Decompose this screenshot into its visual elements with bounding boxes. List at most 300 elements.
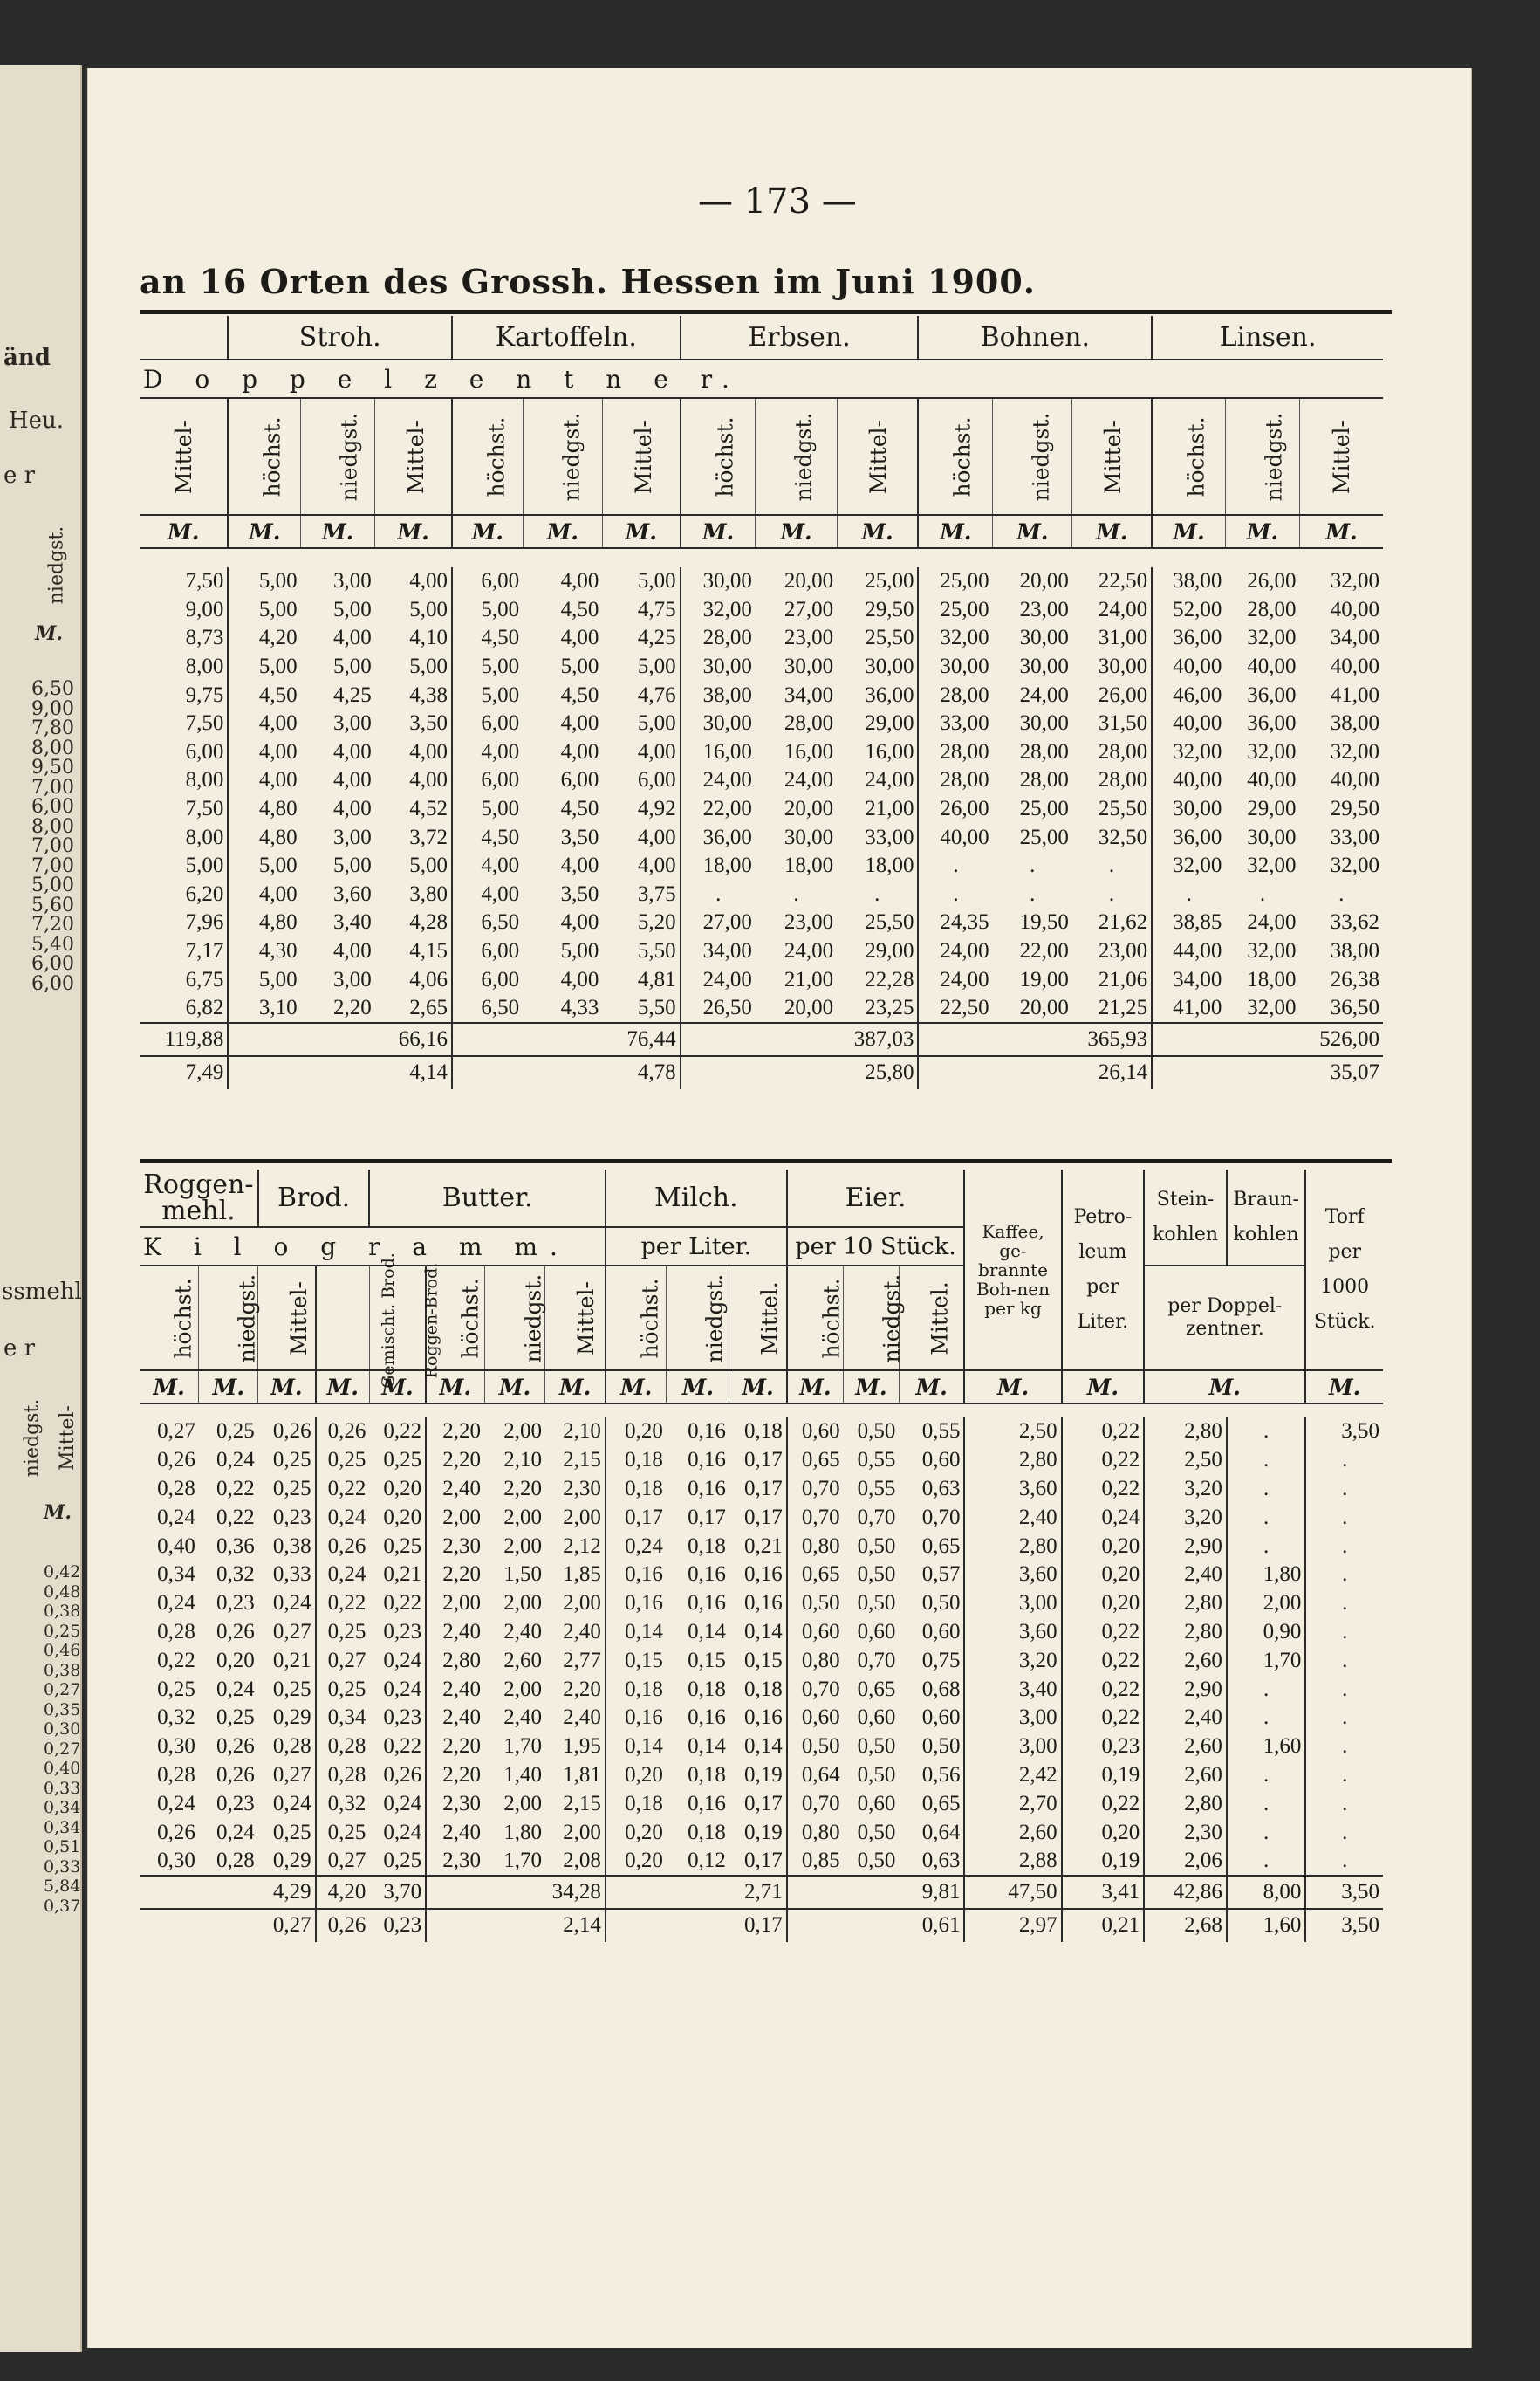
cell: . [1342,1791,1348,1815]
cell: 0,20 [216,1648,255,1672]
cell: 3,00 [333,569,372,594]
cell: 5,00 [560,655,599,679]
cell: 32,00 [1173,739,1222,764]
previous-page-edge [0,65,82,2352]
cell: 6,50 [481,910,520,935]
cell [918,1056,992,1089]
cell: . [1227,1532,1306,1561]
prev-value: 0,37 [44,1896,81,1916]
group-erbsen: Erbsen. [681,316,919,360]
cell: 5,00 [481,797,520,821]
cell: . [1072,852,1152,881]
cell: 4,50 [481,626,520,650]
cell: 36,00 [702,825,752,849]
cell: 2,60 [503,1648,542,1672]
col-header-label: höchst. [818,1277,845,1359]
group-stroh: Stroh. [228,316,452,360]
cell: 2,40 [503,1705,542,1730]
cell: 0,28 [327,1734,366,1759]
cell: 3,50 [560,825,599,849]
cell [667,1876,729,1909]
cell: 2,10 [503,1448,542,1472]
cell: 32,00 [1330,854,1379,878]
cell: 0,50 [857,1591,896,1616]
cell: 1,81 [545,1761,606,1790]
cell: 0,22 [327,1476,366,1500]
cell: 36,00 [1247,711,1297,736]
cell: 5,00 [481,655,520,679]
cell: 4,00 [375,738,452,767]
group-braunkohlen: Braun-kohlen [1227,1170,1306,1266]
cell: 0,14 [688,1734,726,1759]
cell: 2,00 [503,1505,542,1529]
cell: 28,00 [702,626,752,650]
unit-mark: M. [1325,518,1358,545]
cell: 0,28 [216,1848,255,1872]
prev-value: 0,34 [44,1798,81,1817]
table-row [140,1675,1383,1704]
cell: . [1342,1848,1348,1872]
cell: 5,00 [258,967,298,992]
cell: 9,75 [140,681,228,710]
cell: 1,70 [503,1734,542,1759]
cell: 32,50 [1072,823,1152,852]
cell: 2,68 [1144,1909,1227,1942]
col-header [667,1266,729,1370]
unit-mark: M. [258,1370,316,1403]
cell: 6,00 [602,766,680,795]
cell: 66,16 [375,1023,452,1056]
cell [484,1909,545,1942]
cell: 24,00 [784,768,834,793]
cell: 0,20 [1062,1532,1145,1561]
cell: 0,16 [688,1562,726,1587]
cell: 0,50 [857,1820,896,1844]
group-kaffee: Kaffee, ge-brannte Boh-nen per kg [964,1170,1061,1370]
cell: 0,24 [625,1534,663,1558]
cell: 2,40 [964,1503,1061,1532]
unit-mark: M. [899,1370,964,1403]
prev-value: 0,33 [44,1856,81,1877]
cell: 3,60 [333,882,372,906]
cell: 38,00 [1330,711,1379,736]
cell: 30,00 [702,655,752,679]
cell: 0,22 [216,1505,255,1529]
cell: 365,93 [1072,1023,1152,1056]
cell: 0,25 [327,1619,366,1643]
cell: 4,25 [602,624,680,653]
cell: . [1342,1820,1348,1844]
cell: 47,50 [964,1876,1061,1909]
cell: 2,80 [964,1532,1061,1561]
cell: 2,30 [442,1791,482,1815]
cell: 0,29 [258,1704,316,1733]
cell: 4,00 [258,711,298,736]
unit-stueck: per 10 Stück. [787,1227,965,1266]
cell: 4,80 [258,910,298,935]
cell: 38,00 [1173,569,1222,594]
col-header-label: niedgst. [519,1273,545,1362]
cell: 4,00 [560,910,599,935]
cell: 2,50 [964,1417,1061,1446]
group-butter: Butter. [369,1170,606,1227]
col-header [1152,398,1225,515]
col-header-label: Mittel- [630,419,656,494]
cell: 0,70 [801,1677,840,1701]
cell: 0,26 [327,1913,366,1938]
cell: 3,41 [1062,1876,1145,1909]
cell: 2,60 [964,1818,1061,1847]
cell: 41,00 [1330,683,1379,707]
cell: . [953,882,959,906]
table-row [140,1646,1383,1675]
col-header-label: höchst. [1183,415,1209,497]
cell: 2,06 [1144,1847,1227,1876]
cell: 0,17 [729,1475,787,1504]
cell: 4,75 [602,596,680,625]
cell: 4,00 [481,854,520,878]
cell: 0,30 [157,1848,195,1872]
cell: 2,00 [503,1419,542,1444]
col-header-label: höchst. [170,1277,196,1359]
cell: 0,16 [729,1589,787,1618]
cell: 28,00 [1019,768,1069,793]
cell: 0,21 [729,1532,787,1561]
prev-value: 6,50 [31,678,74,700]
cell: 38,00 [702,683,752,707]
cell: . [1227,1446,1306,1475]
cell: 0,50 [899,1733,964,1761]
cell: 0,65 [899,1789,964,1818]
cell: 0,25 [216,1705,255,1730]
cell: 3,20 [964,1646,1061,1675]
cell: 32,00 [1330,569,1379,594]
cell: 26,50 [702,995,752,1019]
prev-value: 0,46 [44,1641,81,1660]
col-header [1072,398,1152,515]
cell: 20,00 [1019,995,1069,1019]
cell: 8,00 [140,823,228,852]
cell: 40,00 [1330,768,1379,793]
cell: 21,06 [1072,965,1152,994]
cell: 2,80 [442,1648,482,1672]
cell: 0,15 [729,1646,787,1675]
cell: 2,40 [545,1618,606,1647]
cell: 0,19 [1062,1761,1145,1790]
cell: 5,00 [258,597,298,621]
cell: 0,24 [258,1589,316,1618]
table-row [140,681,1383,710]
col-header-label: Gemischt. Brod. [378,1252,398,1389]
prev-value: 9,50 [31,757,74,779]
prev-value: 6,00 [31,796,74,818]
cell: 0,27 [157,1419,195,1444]
cell: 2,00 [442,1505,482,1529]
cell: 2,20 [442,1734,482,1759]
cell: 6,00 [560,768,599,793]
unit-mark: M. [964,1370,1061,1403]
cell: 23,00 [1072,937,1152,966]
cell: 19,50 [1019,910,1069,935]
cell: 5,00 [140,852,228,881]
prev-value: 7,00 [31,835,74,857]
cell: 4,50 [560,683,599,707]
cell: 34,00 [1330,626,1379,650]
cell: 28,00 [1019,739,1069,764]
unit-mark: M. [316,1370,370,1403]
cell: 0,26 [216,1619,255,1643]
cell: 3,60 [964,1561,1061,1589]
unit-mark: M. [756,515,837,548]
cell: . [1342,1534,1348,1558]
prev-value: 5,60 [31,894,74,916]
cell: 2,80 [1144,1789,1227,1818]
cell: 4,00 [602,738,680,767]
col-header [545,1266,606,1370]
cell: 8,73 [140,624,228,653]
cell: 0,17 [729,1847,787,1876]
cell: 21,00 [837,795,918,824]
cell: 40,00 [1247,655,1297,679]
col-header-label: Roggen-Brod. [421,1262,441,1378]
cell: 3,00 [964,1704,1061,1733]
cell: 0,16 [688,1591,726,1616]
col-header-label: niedgst. [1028,412,1054,501]
cell: 0,20 [625,1762,663,1787]
cell: 0,17 [688,1505,726,1529]
cell: 3,80 [375,881,452,909]
cell: 36,00 [837,681,918,710]
cell: 0,23 [258,1503,316,1532]
cell: 4,33 [560,995,599,1019]
cell: 0,63 [899,1475,964,1504]
cell: 0,22 [369,1417,426,1446]
cell: 25,00 [1019,797,1069,821]
col-header [484,1266,545,1370]
cell: 1,70 [503,1848,542,1872]
unit-mark: M. [426,1370,484,1403]
sum-row [140,1023,1383,1056]
cell: . [1342,1648,1348,1672]
prev-value: 7,80 [31,717,74,739]
cell: 2,40 [442,1705,482,1730]
cell: . [1227,1818,1306,1847]
group-torf: Torf per 1000 Stück. [1313,1205,1376,1333]
cell: 5,00 [602,653,680,682]
cell: 2,20 [442,1448,482,1472]
cell [199,1909,258,1942]
cell: 4,00 [333,768,372,793]
unit-mark: M. [993,515,1072,548]
cell: 0,20 [1062,1589,1145,1618]
cell: 5,50 [602,937,680,966]
cell: . [1342,1734,1348,1759]
cell: 3,00 [333,967,372,992]
cell: 0,25 [258,1675,316,1704]
table-row [140,994,1383,1023]
cell [1152,1023,1225,1056]
table-row [140,1818,1383,1847]
col-header-label: niedgst. [1261,412,1287,501]
cell [606,1909,667,1942]
cell: 28,00 [1072,766,1152,795]
cell: 30,00 [784,655,834,679]
col-header-label: Mittel- [573,1280,599,1355]
cell: 32,00 [1247,854,1297,878]
cell: 3,60 [964,1475,1061,1504]
cell: . [1342,1619,1348,1643]
cell: 24,00 [940,967,989,992]
cell: 2,40 [1144,1561,1227,1589]
cell: 0,25 [369,1532,426,1561]
cell: . [1227,1417,1306,1446]
cell: 0,26 [258,1417,316,1446]
cell: 0,25 [327,1820,366,1844]
col-header-label: niedgst. [234,1273,260,1362]
prev-value: 7,00 [31,776,74,799]
cell: 5,00 [602,710,680,738]
cell: 20,00 [784,569,834,594]
prev-value: 5,40 [31,933,74,956]
cell: 2,80 [964,1446,1061,1475]
cell: . [1227,1475,1306,1504]
cell: 0,24 [216,1820,255,1844]
cell: 30,00 [1019,655,1069,679]
cell: 16,00 [837,738,918,767]
col-header [787,1266,844,1370]
cell: 21,00 [784,967,834,992]
cell: 0,22 [1062,1789,1145,1818]
cell: 28,00 [784,711,834,736]
cell: 0,24 [216,1448,255,1472]
prev-value: 0,51 [44,1837,81,1856]
col-header-label: niedgst. [336,412,362,501]
cell: 26,00 [940,797,989,821]
cell: 0,19 [729,1761,787,1790]
cell: 0,17 [729,1446,787,1475]
unit-mark: M. [844,1370,900,1403]
table-row [140,795,1383,824]
cell: 5,00 [375,852,452,881]
unit-mark: M. [484,1370,545,1403]
table-row [140,1761,1383,1790]
cell: 6,00 [481,967,520,992]
group-milch: Milch. [606,1170,787,1227]
cell: 0,65 [857,1677,896,1701]
cell: 33,00 [837,823,918,852]
cell [756,1023,837,1056]
cell: 2,30 [1144,1818,1227,1847]
prev-value: 0,42 [44,1562,81,1582]
sum-row [140,1876,1383,1909]
cell [523,1056,602,1089]
cell: 4,50 [258,683,298,707]
cell: 3,50 [375,710,452,738]
cell [484,1876,545,1909]
cell: 4,00 [258,768,298,793]
cell: 4,00 [333,939,372,964]
cell: . [1342,1505,1348,1529]
col-header [228,398,300,515]
prev-value: 5,84 [44,1877,81,1896]
cell: 2,40 [545,1704,606,1733]
cell: 4,50 [560,797,599,821]
col-header-label: höchst. [637,1277,663,1359]
cell: 0,16 [625,1562,663,1587]
cell: 36,50 [1330,995,1379,1019]
cell: 0,19 [1062,1847,1145,1876]
cell: 0,55 [857,1448,896,1472]
cell [1225,1056,1299,1089]
prev-value: 6,00 [31,953,74,975]
cell: 0,32 [157,1705,195,1730]
unit-mark: M. [1328,1374,1361,1400]
cell: 5,00 [258,854,298,878]
cell: 4,14 [375,1056,452,1089]
cell: 29,50 [1330,797,1379,821]
cell: 4,00 [560,626,599,650]
col-header [452,398,523,515]
prev-fragment: niedgst. [45,525,68,605]
cell: 0,32 [327,1791,366,1815]
col-header-label: Mittel- [170,419,196,494]
cell: 42,86 [1144,1876,1227,1909]
cell: 0,16 [688,1419,726,1444]
cell: 0,28 [157,1476,195,1500]
table-row [140,852,1383,881]
cell: 3,70 [369,1876,426,1909]
cell: 0,18 [729,1675,787,1704]
table-row [140,881,1383,909]
cell: 23,00 [1019,597,1069,621]
cell: 26,38 [1330,967,1379,992]
cell: 25,00 [940,569,989,594]
col-header-label: höchst. [949,415,975,497]
cell: 40,00 [1247,768,1297,793]
cell [993,1056,1072,1089]
cell: 0,27 [258,1761,316,1790]
col-header [606,1266,667,1370]
cell: 0,55 [899,1417,964,1446]
table-row [140,1475,1383,1504]
cell: 0,23 [216,1591,255,1616]
cell [844,1909,900,1942]
col-header [258,1266,316,1370]
cell: 0,60 [801,1419,840,1444]
cell: 0,25 [216,1419,255,1444]
cell: 0,55 [857,1476,896,1500]
unit-mark: M. [452,515,523,548]
cell: 0,16 [688,1448,726,1472]
col-header-label: höchst. [712,415,738,497]
cell: 4,00 [481,739,520,764]
cell: 2,90 [1144,1532,1227,1561]
cell: 1,70 [1227,1646,1306,1675]
cell: 5,00 [258,569,298,594]
cell [1152,1056,1225,1089]
cell: 2,20 [545,1675,606,1704]
cell: 0,24 [157,1505,195,1529]
cell: 0,22 [157,1648,195,1672]
cell [1225,1023,1299,1056]
cell: 5,00 [602,567,680,596]
prev-value: 0,25 [44,1621,81,1641]
cell: . [1186,882,1192,906]
cell: 0,27 [327,1848,366,1872]
cell: 0,18 [729,1417,787,1446]
cell: 0,22 [327,1591,366,1616]
cell: 0,25 [369,1847,426,1876]
